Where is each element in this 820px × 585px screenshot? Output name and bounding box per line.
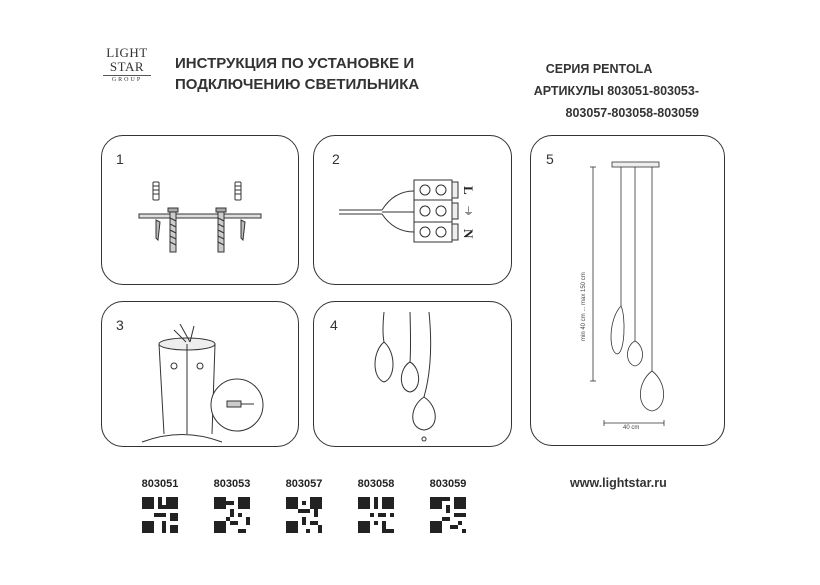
- article-code-item: [280, 478, 328, 538]
- step-number: 1: [116, 151, 124, 167]
- qr-code-icon: [286, 497, 322, 533]
- mounting-bracket-illustration: [102, 136, 300, 286]
- step-1-panel: [101, 135, 299, 285]
- step-number: 3: [116, 317, 124, 333]
- article-code-item: [136, 478, 184, 538]
- article-code-item: [424, 478, 472, 538]
- title-line-2: ПОДКЛЮЧЕНИЮ СВЕТИЛЬНИКА: [175, 76, 420, 93]
- article-code-item: [352, 478, 400, 538]
- qr-code-icon: [430, 497, 466, 533]
- step-3-panel: [101, 301, 299, 447]
- step-4-panel: [313, 301, 512, 447]
- step-number: 4: [330, 317, 338, 333]
- logo-line-1: LIGHT: [106, 45, 148, 60]
- terminal-label-ground: ⏚: [463, 205, 474, 218]
- series-name: СЕРИЯ PENTOLA: [545, 62, 653, 76]
- width-dimension-label: 40 cm: [623, 425, 640, 431]
- qr-code-icon: [214, 497, 250, 533]
- document-title: [175, 53, 419, 95]
- article-code-item: [208, 478, 256, 538]
- wiring-terminal-illustration: [314, 136, 513, 286]
- brand-logo: [103, 46, 151, 83]
- article-number: 803058: [357, 478, 395, 490]
- step-number: 5: [546, 151, 554, 167]
- ceiling-mount-illustration: [102, 302, 300, 448]
- article-number: 803051: [141, 478, 179, 490]
- logo-line-3: GROUP: [103, 75, 151, 83]
- qr-code-icon: [142, 497, 178, 533]
- title-line-1: ИНСТРУКЦИЯ ПО УСТАНОВКЕ И: [175, 55, 415, 72]
- height-dimension-label: min 40 cm ... max 150 cm: [581, 272, 587, 341]
- logo-line-2: STAR: [109, 59, 145, 74]
- article-number: 803053: [213, 478, 251, 490]
- step-5-panel: [530, 135, 725, 446]
- terminal-label-N: N: [461, 229, 476, 239]
- pendant-lamps-illustration: [314, 302, 513, 448]
- qr-code-icon: [358, 497, 394, 533]
- website-link[interactable]: www.lightstar.ru: [570, 476, 667, 490]
- article-codes: [136, 478, 496, 548]
- article-number: 803059: [429, 478, 467, 490]
- step-2-panel: [313, 135, 512, 285]
- step-number: 2: [332, 151, 340, 167]
- series-info: [534, 58, 699, 124]
- articles-line-1: АРТИКУЛЫ 803051-803053-: [533, 84, 699, 98]
- pendant-dimensions-illustration: [531, 136, 726, 447]
- article-number: 803057: [285, 478, 323, 490]
- articles-line-2: 803057-803058-803059: [565, 106, 699, 120]
- terminal-label-L: L: [461, 186, 476, 195]
